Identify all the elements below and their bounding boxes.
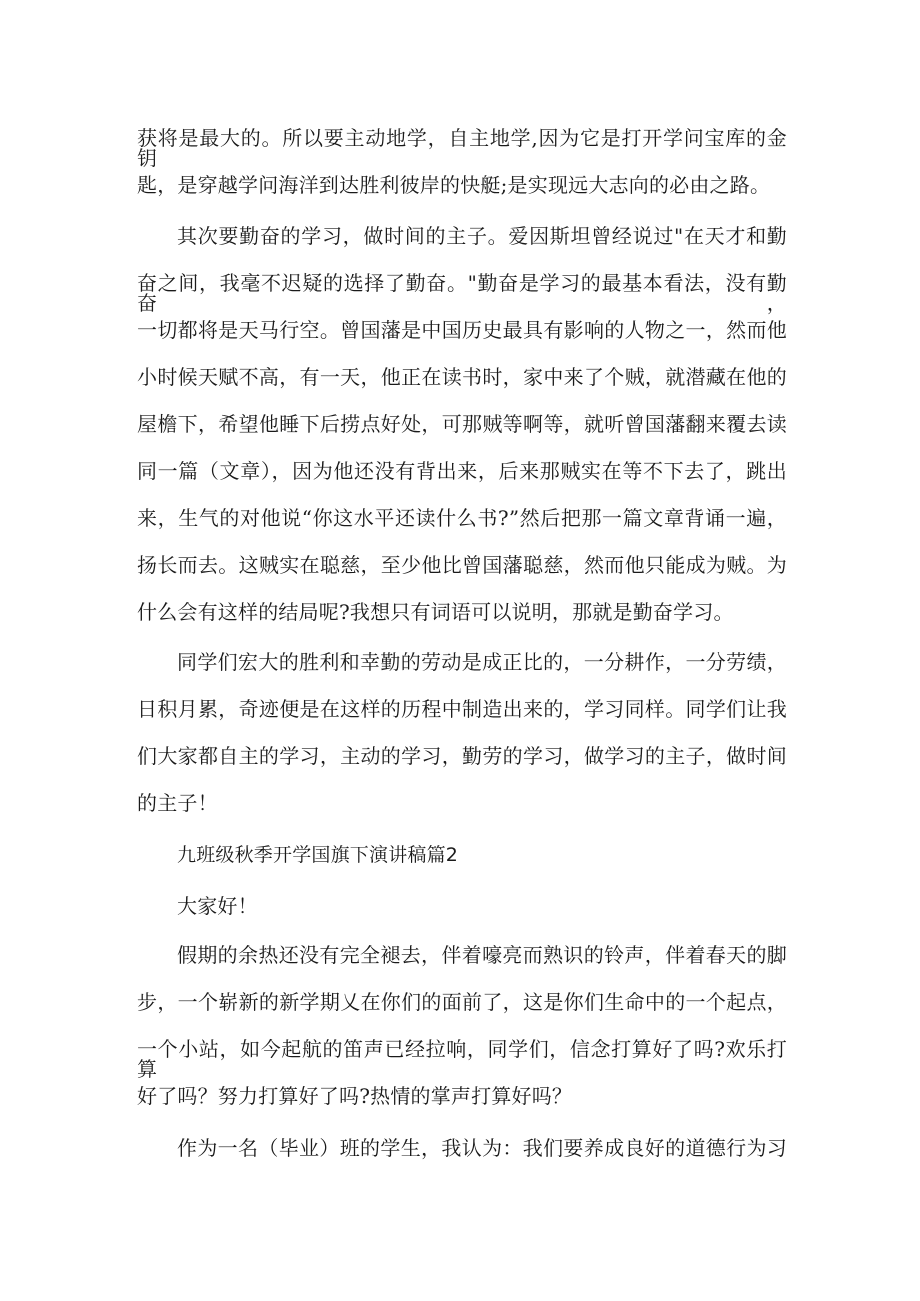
paragraph-1-line-2: 匙，是穿越学问海洋到达胜利彼岸的快艇;是实现远大志向的必由之路。 (137, 173, 771, 197)
paragraph-3-line-3: 们大家都自主的学习，主动的学习，勤劳的学习，做学习的主子，做时间 (137, 744, 787, 768)
paragraph-2-line-2: 奋之间，我毫不迟疑的选择了勤奋。"勤奋是学习的最基本看法，没有勤奋， (137, 271, 787, 315)
paragraph-1-line-1: 获将是最大的。所以要主动地学，自主地学,因为它是打开学问宝库的金钥 (137, 126, 787, 170)
paragraph-5-line-1: 作为一名（毕业）班的学生，我认为：我们要养成良好的道德行为习 (177, 1136, 787, 1160)
paragraph-2-line-5: 屋檐下，希望他睡下后捞点好处，可那贼等啊等，就听曾国藩翻来覆去读 (137, 412, 787, 436)
paragraph-2-line-9: 什么会有这样的结局呢?我想只有词语可以说明，那就是勤奋学习。 (137, 600, 734, 624)
paragraph-2-line-7: 来，生气的对他说“你这水平还读什么书?”然后把那一篇文章背诵一遍， (137, 506, 787, 530)
paragraph-3-line-1: 同学们宏大的胜利和幸勤的劳动是成正比的，一分耕作，一分劳绩， (177, 650, 787, 674)
paragraph-2-line-8: 扬长而去。这贼实在聪慈，至少他比曾国藩聪慈，然而他只能成为贼。为 (137, 553, 787, 577)
section-heading: 九班级秋季开学国旗下演讲稿篇2 (177, 844, 459, 866)
paragraph-2-line-4: 小时候天赋不高，有一天，他正在读书时，家中来了个贼，就潜藏在他的 (137, 365, 787, 389)
paragraph-4-line-2: 步，一个崭新的新学期乂在你们的面前了，这是你们生命中的一个起点， (137, 990, 787, 1014)
paragraph-2-line-6: 同一篇（文章），因为他还没有背出来，后来那贼实在等不下去了，跳出 (137, 459, 787, 483)
paragraph-4-line-3: 一个小站，如今起航的笛声已经拉响，同学们，信念打算好了吗?欢乐打算 (137, 1037, 787, 1081)
paragraph-4-line-4: 好了吗？努力打算好了吗?热情的掌声打算好吗？ (137, 1084, 573, 1108)
greeting: 大家好！ (177, 894, 258, 918)
paragraph-4-line-1: 假期的余热还没有完全褪去，伴着嚎亮而熟识的铃声，伴着春天的脚 (177, 943, 787, 967)
paragraph-3-line-2: 日积月累，奇迹便是在这样的历程中制造出来的，学习同样。同学们让我 (137, 697, 787, 721)
paragraph-2-line-3: 一切都将是天马行空。曾国藩是中国历史最具有影响的人物之一，然而他 (137, 318, 787, 342)
paragraph-2-line-1: 其次要勤奋的学习，做时间的主子。爱因斯坦曾经说过"在天才和勤 (177, 224, 787, 248)
paragraph-3-line-4: 的主子！ (137, 791, 218, 815)
